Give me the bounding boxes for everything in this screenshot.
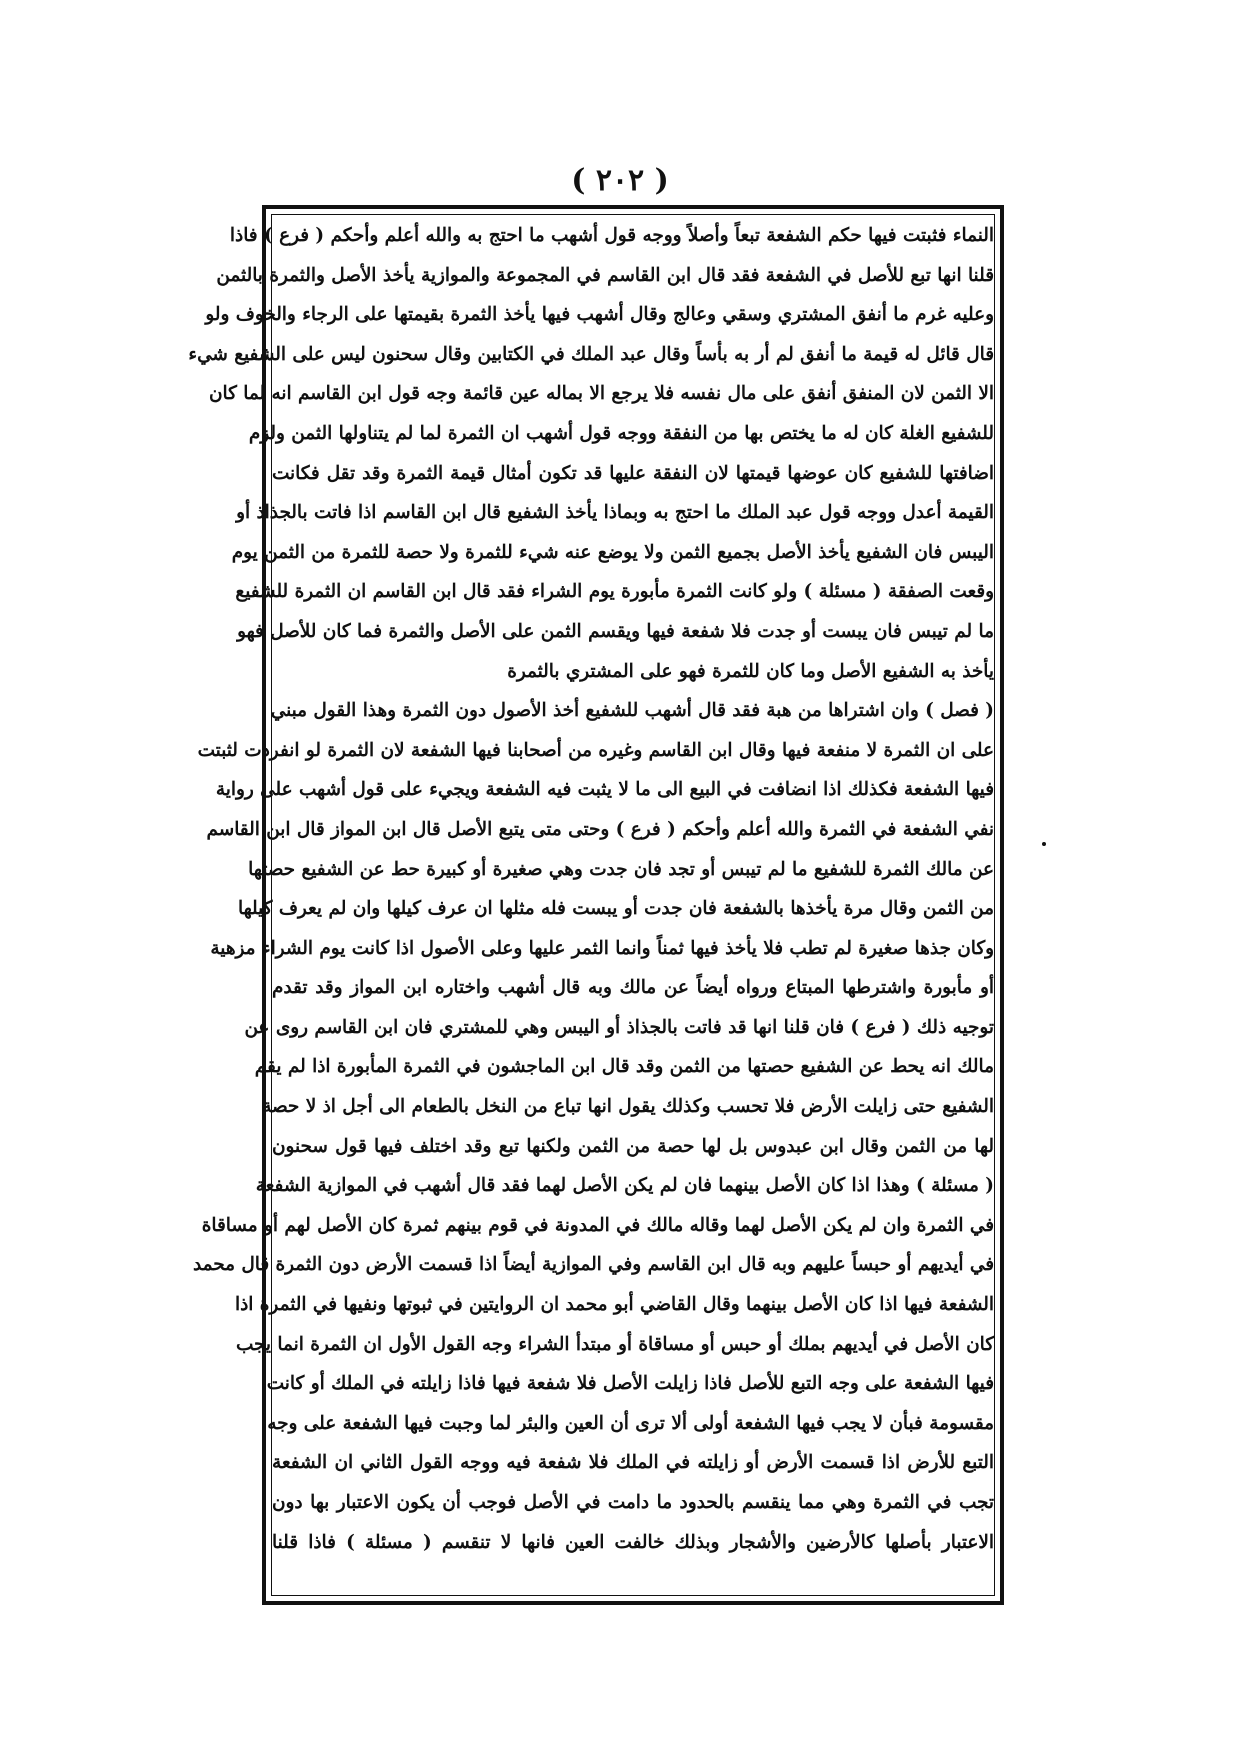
text-line: النماء فثبتت فيها حكم الشفعة تبعاً وأصلاً ووجه قول أشهب ما احتج به والله أعلم وأحكم ( فرع ) فاذا: [229, 225, 994, 246]
text-line: لها من الثمن وقال ابن عبدوس بل لها حصة من الثمن ولكنها تبع وقد اختلف فيها قول سحنون: [272, 1135, 994, 1157]
main-text: [188, 216, 994, 1562]
text-line: ما لم تيبس فان يبست أو جدت فلا شفعة فيها ويقسم الثمن على الأصل والثمرة فما كان للأصل فهو: [237, 620, 994, 642]
text-line: القيمة أعدل ووجه قول عبد الملك ما احتج به وبماذا يأخذ الشفيع قال ابن القاسم اذا فاتت بالجذاذ أو: [236, 502, 994, 524]
text-line: ( مسئلة ) وهذا اذا كان الأصل بينهما فان لم يكن الأصل لهما فقد قال أشهب في الموازية الشفعة: [255, 1175, 994, 1197]
text-line: فيها الشفعة على وجه التبع للأصل فاذا زايلت الأصل فلا شفعة فيها فاذا زايلته في الملك أو كانت: [266, 1373, 994, 1395]
text-line: يأخذ به الشفيع الأصل وما كان للثمرة فهو على المشتري بالثمرة: [507, 660, 994, 682]
text-line: اضافتها للشفيع كان عوضها قيمتها لان النفقة عليها قد تكون أمثال قيمة الثمرة وقد تقل فكانت: [272, 462, 994, 484]
text-line: نفي الشفعة في الثمرة والله أعلم وأحكم ( فرع ) وحتى متى يتبع الأصل قال ابن المواز قال ابن القاسم: [206, 818, 994, 840]
text-line: الاعتبار بأصلها كالأرضين والأشجار وبذلك خالفت العين فانها لا تنقسم ( مسئلة ) فاذا قلنا: [272, 1531, 994, 1553]
text-line: وقعت الصفقة ( مسئلة ) ولو كانت الثمرة مأبورة يوم الشراء فقد قال ابن القاسم ان الثمرة للشفيع: [235, 581, 994, 603]
text-line: اليبس فان الشفيع يأخذ الأصل بجميع الثمن ولا يوضع عنه شيء للثمرة ولا حصة للثمرة من الثمن يوم: [231, 541, 994, 563]
text-line: مالك انه يحط عن الشفيع حصتها من الثمن وقد قال ابن الماجشون في الثمرة المأبورة اذا لم يقم: [254, 1056, 994, 1078]
text-line: ( فصل ) وان اشتراها من هبة فقد قال أشهب للشفيع أخذ الأصول دون الثمرة وهذا القول مبني: [270, 700, 994, 722]
text-line: في أيديهم أو حبساً عليهم وبه قال ابن القاسم وفي الموازية أيضاً اذا قسمت الأرض دون الثمرة قال محمد: [192, 1254, 994, 1276]
text-line: وعليه غرم ما أنفق المشتري وسقي وعالج وقال أشهب فيها يأخذ الثمرة بقيمتها على الرجاء والخوف ولو: [205, 304, 994, 326]
text-line: قال قائل له قيمة ما أنفق لم أر به بأساً وقال عبد الملك في الكتابين وقال سحنون ليس على الشفيع شيء: [188, 343, 994, 365]
text-line: من الثمن وقال مرة يأخذها بالشفعة فان جدت أو يبست فله مثلها ان عرف كيلها وان لم يعرف كيلها: [237, 898, 994, 920]
page-number: ( ٢٠٢ ): [571, 163, 669, 198]
ink-dot-mark: [1042, 842, 1046, 846]
text-line: توجيه ذلك ( فرع ) فان قلنا انها قد فاتت بالجذاذ أو اليبس وهي للمشتري فان ابن القاسم روى عن: [244, 1016, 994, 1038]
text-line: الا الثمن لان المنفق أنفق على مال نفسه فلا يرجع الا بماله عين قائمة وجه قول ابن القاسم انه لما كان: [208, 383, 994, 405]
text-line: وكان جذها صغيرة لم تطب فلا يأخذ فيها ثمناً وانما الثمر عليها وعلى الأصول اذا كانت يوم الشراء مزهية: [210, 937, 994, 959]
text-line: فيها الشفعة فكذلك اذا انضافت في البيع الى ما لا يثبت فيه الشفعة ويجيء على قول أشهب على رواية: [215, 779, 994, 801]
text-line: كان الأصل في أيديهم بملك أو حبس أو مساقاة أو مبتدأ الشراء وجه القول الأول ان الثمرة انما يجب: [235, 1333, 994, 1355]
text-line: التبع للأرض اذا قسمت الأرض أو زايلته في الملك فلا شفعة فيه ووجه القول الثاني ان الشفعة: [272, 1452, 994, 1474]
text-line: قلنا انها تبع للأصل في الشفعة فقد قال ابن القاسم في المجموعة والموازية يأخذ الأصل والثمرة بالثمن: [216, 264, 994, 286]
text-line: أو مأبورة واشترطها المبتاع ورواه أيضاً عن مالك وبه قال أشهب واختاره ابن المواز وقد تقدم: [272, 977, 994, 999]
text-line: تجب في الثمرة وهي مما ينقسم بالحدود ما دامت في الأصل فوجب أن يكون الاعتبار بها دون: [272, 1492, 994, 1513]
text-line: مقسومة فبأن لا يجب فيها الشفعة أولى ألا ترى أن العين والبئر لما وجبت فيها الشفعة على وجه: [267, 1412, 994, 1434]
text-line: الشفيع حتى زايلت الأرض فلا تحسب وكذلك يقول انها تباع من النخل بالطعام الى أجل اذ لا حصة: [262, 1096, 994, 1118]
text-line: الشفعة فيها اذا كان الأصل بينهما وقال القاضي أبو محمد ان الروايتين في ثبوتها ونفيها في الثمرة اذا: [234, 1294, 994, 1316]
text-line: في الثمرة وان لم يكن الأصل لهما وقاله مالك في المدونة في قوم بينهم ثمرة كان الأصل لهم أو مساقاة: [201, 1214, 994, 1236]
text-line: على ان الثمرة لا منفعة فيها وقال ابن القاسم وغيره من أصحابنا فيها الشفعة لان الثمرة لو انفردت لثبتت: [197, 739, 994, 761]
text-line: عن مالك الثمرة للشفيع ما لم تيبس أو تجد فان جدت وهي صغيرة أو كبيرة حط عن الشفيع حصتها: [248, 858, 994, 880]
text-line: للشفيع الغلة كان له ما يختص بها من النفقة ووجه قول أشهب ان الثمرة لما لم يتناولها الثمن ولزم: [248, 422, 994, 444]
